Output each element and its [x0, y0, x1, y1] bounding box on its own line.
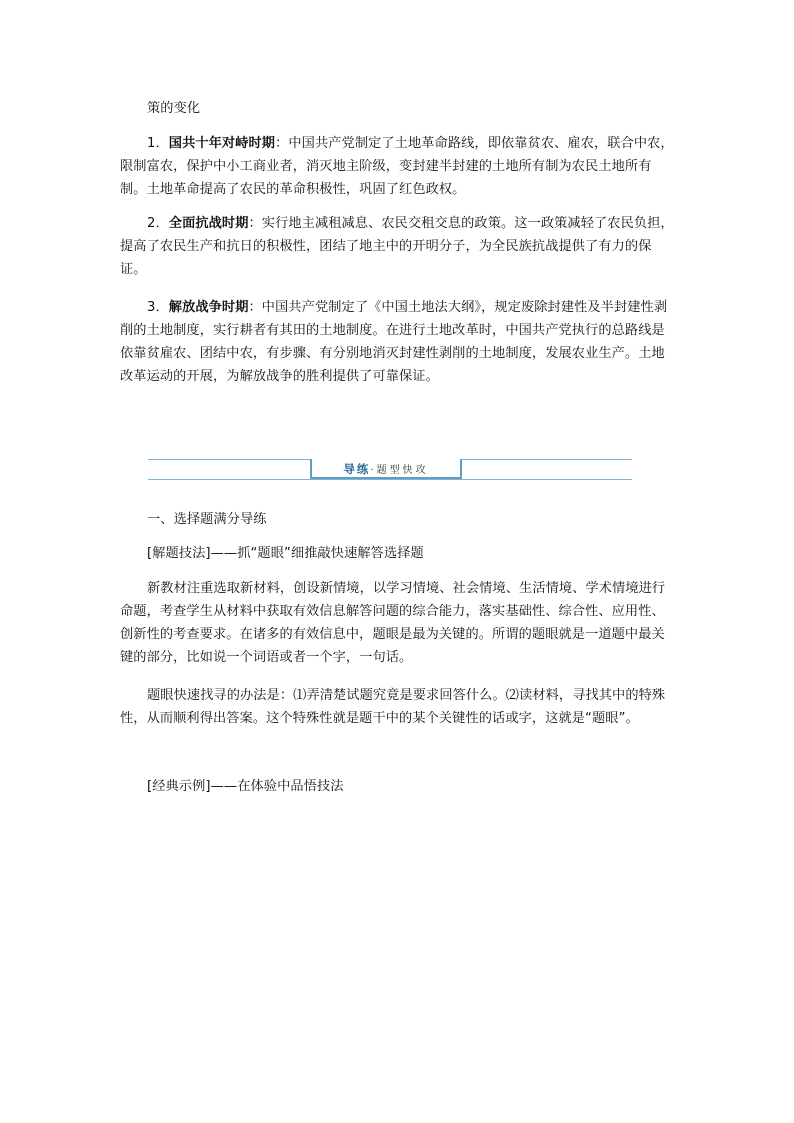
body-paragraph: 题眼快速找寻的办法是：⑴弄清楚试题究竟是要求回答什么。⑵读材料，寻找其中的特殊性，从而顺利得出答案。这个特殊性就是题干中的某个关键性的话或字，这就是“题眼”。	[120, 688, 666, 726]
item-number: 1．	[147, 136, 169, 151]
item-text: ：中国共产党制定了土地革命路线，即依靠贫农、雇农，联合中农，限制富农，保护中小工商业者，消灭地主阶级，变封建半封建的土地所有制为农民土地所有制。土地革命提高了农民的革命积极性，巩固了红色政权。	[120, 136, 674, 197]
item-text: ：实行地主减租减息、农民交租交息的政策。这一政策减轻了农民负担，提高了农民生产和抗日的积极性，团结了地主中的开明分子，为全民族抗战提供了有力的保证。	[120, 216, 674, 277]
item-label: 解放战争时期	[168, 300, 249, 315]
item-text: ：中国共产党制定了《中国土地法大纲》，规定废除封建性及半封建性剥削的土地制度，实行耕者有其田的土地制度。在进行土地改革时，中国共产党执行的总路线是依靠贫雇农、团结中农，有步骤、有分别地消灭封建性剥削的土地制度，发展农业生产。土地改革运动的开展，为解放战争的胜利提供了可靠保证。	[120, 300, 668, 384]
item-number: 2．	[147, 216, 169, 231]
banner-label-box	[310, 459, 462, 479]
list-item	[120, 296, 676, 388]
section-title: 策的变化	[147, 101, 201, 116]
banner-sub-text: 题型快攻	[376, 465, 429, 476]
item-label: 全面抗战时期	[168, 216, 249, 231]
banner-rule-bottom	[148, 479, 632, 480]
item-label: 国共十年对峙时期	[168, 136, 276, 151]
banner-main-text: 导练	[343, 462, 371, 476]
skill-heading: [解题技法]——抓“题眼”细推敲快速解答选择题	[147, 546, 424, 561]
banner-separator: ·	[370, 465, 377, 476]
list-item	[120, 212, 676, 281]
example-heading: [经典示例]——在体验中品悟技法	[147, 779, 344, 794]
list-item	[120, 132, 676, 201]
item-number: 3．	[147, 300, 169, 315]
practice-heading: 一、选择题满分导练	[147, 512, 267, 527]
body-paragraph: 新教材注重选取新材料，创设新情境，以学习情境、社会情境、生活情境、学术情境进行命题，考查学生从材料中获取有效信息解答问题的综合能力，落实基础性、综合性、应用性、创新性的考查要求。在诸多的有效信息中，题眼是最为关键的。所谓的题眼就是一道题中最关键的部分，比如说一个词语或者一个字，一句话。	[120, 581, 666, 665]
section-banner	[148, 452, 632, 482]
